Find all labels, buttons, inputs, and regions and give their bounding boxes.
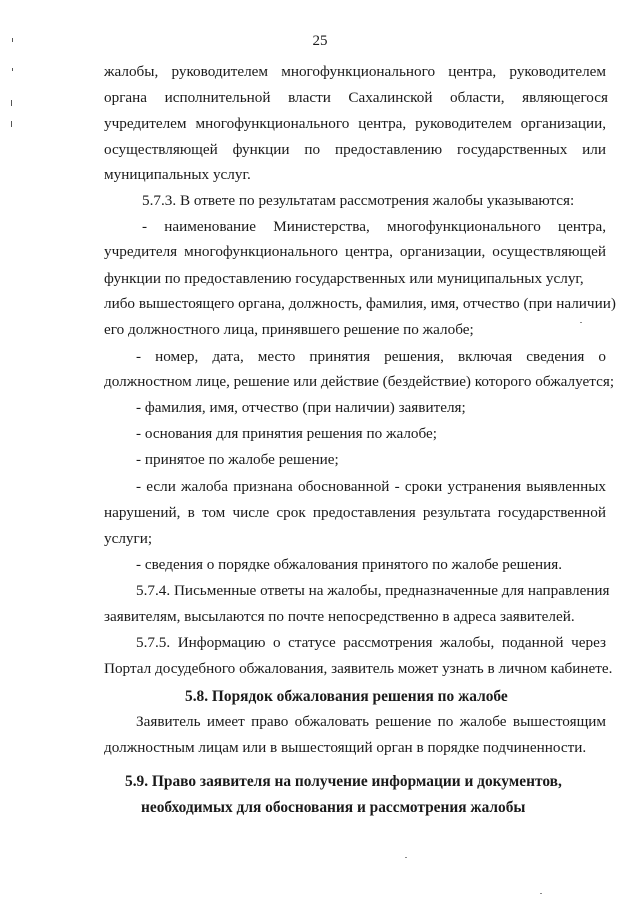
text-line: Портал досудебного обжалования, заявитель может узнать в личном кабинете. — [104, 660, 613, 677]
text-line: должностном лице, решение или действие (бездействие) которого обжалуется; — [104, 373, 615, 390]
scan-mark — [12, 68, 13, 71]
text-line: 5.7.3. В ответе по результатам рассмотрения жалобы указываются: — [142, 192, 575, 209]
text-line: учредителя многофункционального центра, организации, осуществляющей — [104, 243, 606, 260]
section-heading: 5.8. Порядок обжалования решения по жалобе — [185, 688, 508, 705]
section-heading: необходимых для обоснования и рассмотрения жалобы — [141, 799, 526, 816]
text-line: - фамилия, имя, отчество (при наличии) заявителя; — [136, 399, 466, 416]
text-line: органа исполнительной власти Сахалинской области, являющегося — [104, 89, 608, 106]
text-line: - сведения о порядке обжалования принятого по жалобе решения. — [136, 556, 563, 573]
text-line: - наименование Министерства, многофункционального центра, — [142, 218, 606, 235]
section-heading: 5.9. Право заявителя на получение информации и документов, — [125, 773, 562, 790]
text-line: 5.7.5. Информацию о статусе рассмотрения жалобы, поданной через — [136, 634, 606, 651]
text-line: либо вышестоящего органа, должность, фамилия, имя, отчество (при наличии) — [104, 295, 616, 312]
text-line: услуги; — [104, 530, 153, 547]
text-line: Заявитель имеет право обжаловать решение по жалобе вышестоящим — [136, 713, 606, 730]
text-line: учредителем многофункционального центра, руководителем организации, — [104, 115, 606, 132]
scan-speck — [405, 857, 407, 858]
text-line: - если жалоба признана обоснованной - сроки устранения выявленных — [136, 478, 606, 495]
text-line: должностным лицам или в вышестоящий орган в порядке подчиненности. — [104, 739, 587, 756]
page-number: 25 — [312, 33, 328, 49]
text-line: осуществляющей функции по предоставлению государственных или — [104, 141, 606, 158]
text-line: его должностного лица, принявшего решение по жалобе; — [104, 321, 474, 338]
scan-mark — [11, 121, 12, 127]
text-line: 5.7.4. Письменные ответы на жалобы, предназначенные для направления — [136, 582, 610, 599]
scan-mark — [11, 100, 12, 106]
scan-speck — [580, 322, 582, 323]
text-line: - принятое по жалобе решение; — [136, 451, 339, 468]
text-line: - номер, дата, место принятия решения, включая сведения о — [136, 348, 606, 365]
text-line: муниципальных услуг. — [104, 166, 251, 183]
text-line: функции по предоставлению государственных или муниципальных услуг, — [104, 270, 584, 287]
scan-speck — [540, 893, 542, 894]
text-line: заявителям, высылаются по почте непосредственно в адреса заявителей. — [104, 608, 575, 625]
text-line: нарушений, в том числе срок предоставления результата государственной — [104, 504, 606, 521]
text-line: - основания для принятия решения по жалобе; — [136, 425, 437, 442]
text-line: жалобы, руководителем многофункционального центра, руководителем — [104, 63, 606, 80]
